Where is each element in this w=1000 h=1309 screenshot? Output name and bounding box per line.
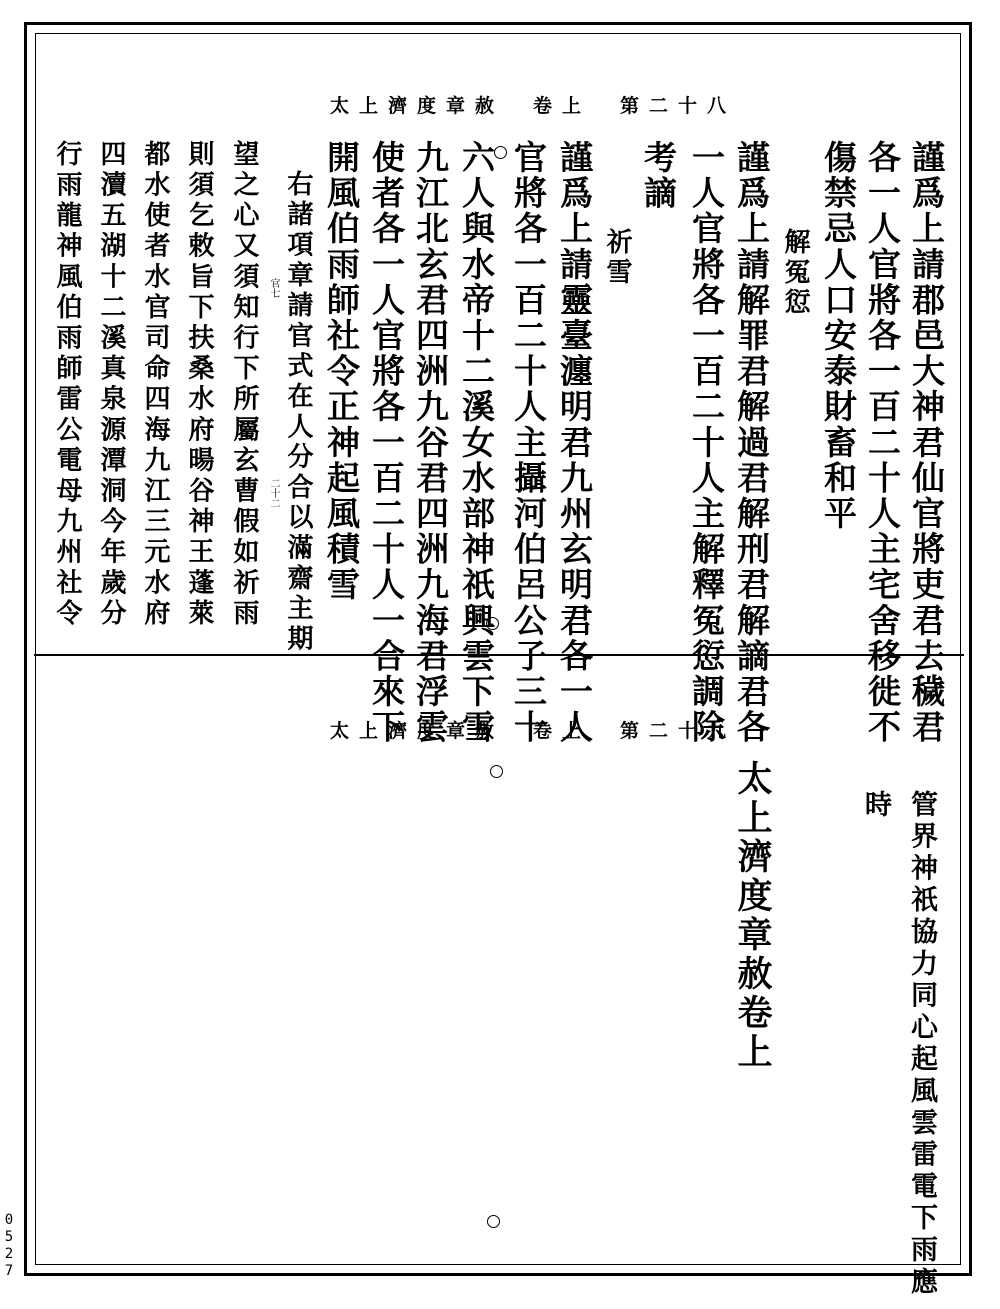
page-number: 0527 <box>1 1212 17 1280</box>
volume-title: 太上濟度章赦卷上 <box>732 760 773 1072</box>
text-column: 謹爲上請靈臺瀍明君九州玄明君各一人 <box>555 140 594 746</box>
text-column: 望之心又須知行下所屬玄曹假如祈雨 <box>229 140 259 630</box>
inline-note: 官七 <box>268 278 279 298</box>
page-divider <box>34 654 964 656</box>
text-column: 謹爲上請郡邑大神君仙官將吏君去穢君 <box>907 140 946 746</box>
text-column: 管界神祇協力同心起風雲雷電下雨應 <box>906 790 937 1299</box>
text-column: 則須乞敕旨下扶桑水府暘谷神王蓬萊 <box>184 140 214 630</box>
text-column: 各一人官將各一百二十人主宅舍移徙不 <box>863 140 902 746</box>
circle-mark <box>487 1215 500 1228</box>
inline-note: 二十二 <box>268 478 279 508</box>
text-column: 傷禁忌人口安泰財畜和平 <box>819 140 858 532</box>
text-column: 開風伯雨師社令正神起風積雪 <box>322 140 361 603</box>
text-column: 九江北玄君四洲九谷君四洲九海君浮雲 <box>411 140 450 746</box>
text-column: 六人與水帝十二溪女水部神祇興雲下雪 <box>457 140 496 746</box>
upper-page-header: 太上濟度章赦 卷上 第二十八 <box>330 95 737 117</box>
text-column: 四瀆五湖十二溪真泉源潭洞今年歲分 <box>96 140 126 630</box>
text-column: 官將各一百二十人主攝河伯呂公子三十 <box>509 140 548 746</box>
text-column: 一人官將各一百二十人主解釋冤愆調除 <box>687 140 726 746</box>
circle-mark <box>490 765 503 778</box>
lower-page-header: 太上濟度章赦 卷上 第二十九 <box>330 720 737 742</box>
text-column: 使者各一人官將各一百二十人一合來下 <box>367 140 406 746</box>
circle-mark <box>494 146 507 159</box>
text-column: 考謫 <box>639 140 678 212</box>
text-column: 都水使者水官司命四海九江三元水府 <box>140 140 170 630</box>
section-heading: 祈雪 <box>602 228 632 288</box>
text-column: 謹爲上請解罪君解過君解刑君解謫君各 <box>732 140 771 746</box>
text-column: 行雨龍神風伯雨師雷公電母九州社令 <box>52 140 82 630</box>
circle-mark <box>486 617 499 630</box>
section-heading: 解冤愆 <box>780 228 810 318</box>
text-column: 時 <box>860 790 891 821</box>
text-column: 右諸項章請官式在人分合以滿齋主期 <box>283 170 313 655</box>
